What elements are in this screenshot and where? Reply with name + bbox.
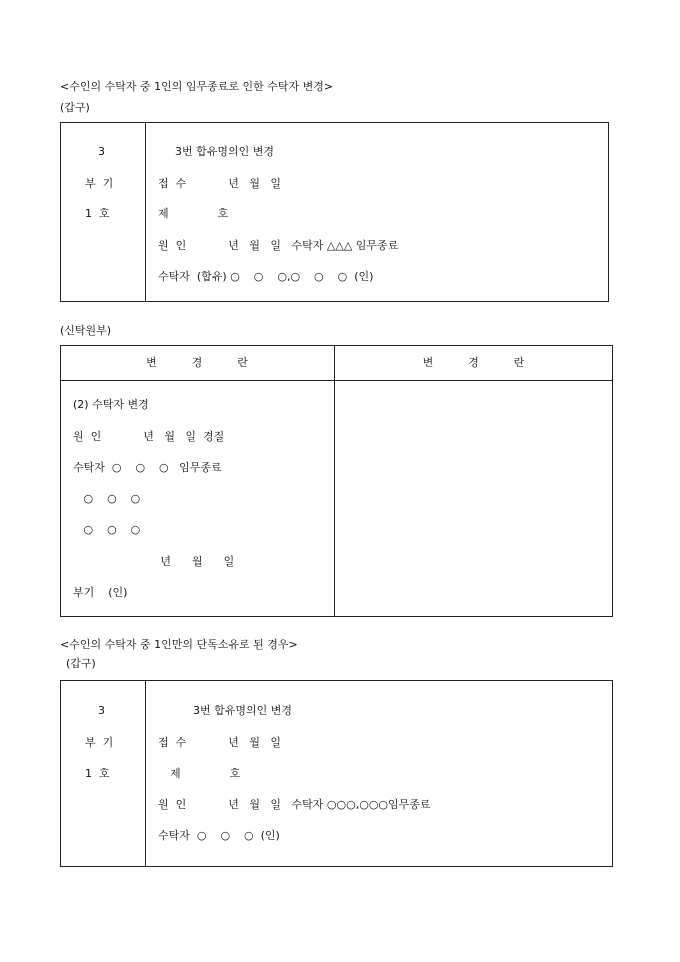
section2-row-change: (2) 수탁자 변경 (73, 398, 149, 411)
section2-header-left: 변 경 란 (146, 356, 248, 369)
section1-left-bugi: 부 기 (85, 177, 114, 190)
section1-divider (145, 122, 146, 302)
section2-row-registry: 부기 (인) (73, 586, 128, 599)
section2-row-date: 년 월 일 (73, 555, 235, 568)
section1-row-cause: 원 인 년 월 일 수탁자 △△△ 임무종료 (158, 239, 399, 252)
section2-divider (334, 345, 335, 617)
section3-row-cause: 원 인 년 월 일 수탁자 ○○○,○○○임무종료 (158, 798, 431, 811)
section1-row-trustee: 수탁자 (합유) ○ ○ ○,○ ○ ○ (인) (158, 270, 374, 283)
section3-subtitle: (갑구) (66, 657, 96, 670)
section2-table (60, 345, 613, 617)
section3-row-trustee: 수탁자 ○ ○ ○ (인) (158, 829, 280, 842)
section2-row-trustee-2: ○ ○ ○ (73, 492, 141, 505)
section3-row-number: 제 호 (170, 767, 241, 780)
section2-row-cause: 원 인 년 월 일 경질 (73, 430, 225, 443)
section3-title: <수인의 수탁자 중 1인만의 단독소유로 된 경우> (60, 638, 298, 651)
section2-subtitle: (신탁원부) (60, 324, 112, 337)
section1-row-title: 3번 합유명의인 변경 (175, 145, 274, 158)
section3-left-ho: 1 호 (85, 767, 110, 780)
section3-row-title: 3번 합유명의인 변경 (193, 704, 292, 717)
section2-row-trustee-3: ○ ○ ○ (73, 523, 141, 536)
section3-left-number: 3 (98, 704, 105, 717)
section3-table (60, 680, 613, 867)
section3-row-receipt: 접 수 년 월 일 (158, 736, 282, 749)
section1-row-receipt: 접 수 년 월 일 (158, 177, 282, 190)
section2-header-line (60, 380, 613, 381)
section1-subtitle: (갑구) (60, 101, 90, 114)
section1-left-ho: 1 호 (85, 207, 110, 220)
section2-row-trustee: 수탁자 ○ ○ ○ 임무종료 (73, 461, 222, 474)
section1-left-number: 3 (98, 145, 105, 158)
section1-row-number: 제 호 (158, 207, 229, 220)
section3-left-bugi: 부 기 (85, 736, 114, 749)
section3-divider (145, 680, 146, 867)
section2-header-right: 변 경 란 (422, 356, 525, 369)
section1-title: <수인의 수탁자 중 1인의 임무종료로 인한 수탁자 변경> (60, 80, 334, 93)
